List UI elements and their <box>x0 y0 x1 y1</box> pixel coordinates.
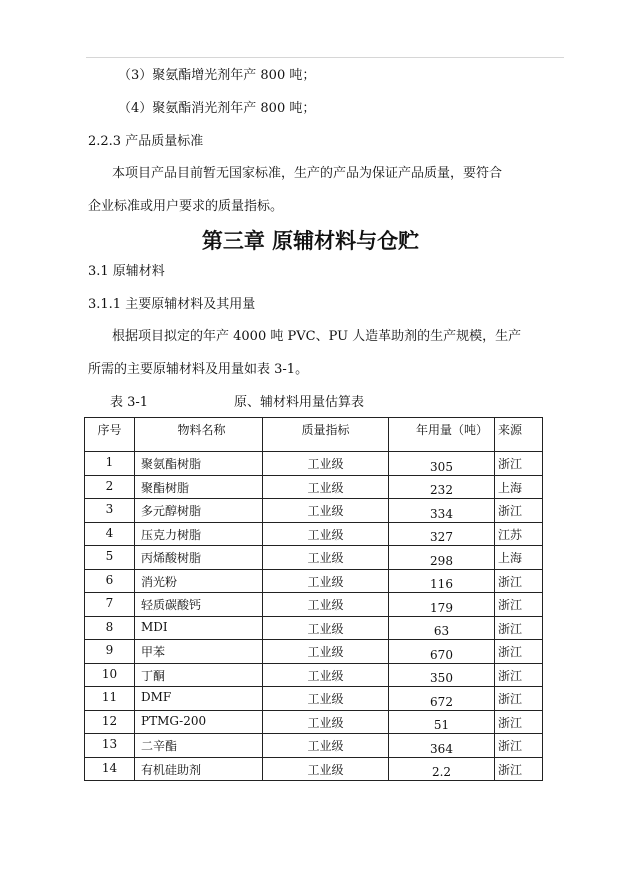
table-number: 表 3-1 <box>110 395 149 410</box>
table-row <box>85 640 543 664</box>
cell-quality: 工业级 <box>263 475 389 499</box>
cell-no: 11 <box>85 687 135 711</box>
cell-no: 1 <box>85 452 135 476</box>
cell-quality: 工业级 <box>263 499 389 523</box>
cell-no: 8 <box>85 616 135 640</box>
header-source: 来源 <box>495 418 543 452</box>
cell-amount: 51 <box>389 710 495 734</box>
cell-quality: 工业级 <box>263 616 389 640</box>
cell-no: 5 <box>85 546 135 570</box>
table-row <box>85 475 543 499</box>
table-row <box>85 710 543 734</box>
header-name: 物料名称 <box>135 418 263 452</box>
cell-source: 浙江 <box>495 452 543 476</box>
cell-no: 3 <box>85 499 135 523</box>
chapter-title: 第三章 原辅材料与仓贮 <box>201 228 420 253</box>
cell-quality: 工业级 <box>263 710 389 734</box>
paragraph-1-line-2: 企业标准或用户要求的质量指标。 <box>88 199 284 214</box>
cell-amount: 63 <box>389 616 495 640</box>
cell-quality: 工业级 <box>263 569 389 593</box>
cell-quality: 工业级 <box>263 522 389 546</box>
list-item-3: （3）聚氨酯增光剂年产 800 吨； <box>118 68 316 83</box>
cell-source: 浙江 <box>495 569 543 593</box>
cell-source: 浙江 <box>495 710 543 734</box>
cell-amount: 2.2 <box>389 757 495 781</box>
cell-name: 聚酯树脂 <box>135 475 263 499</box>
cell-name: MDI <box>135 616 263 640</box>
cell-amount: 305 <box>389 452 495 476</box>
cell-no: 12 <box>85 710 135 734</box>
cell-no: 2 <box>85 475 135 499</box>
cell-name: 丁酮 <box>135 663 263 687</box>
header-quality: 质量指标 <box>263 418 389 452</box>
cell-amount: 672 <box>389 687 495 711</box>
cell-amount: 116 <box>389 569 495 593</box>
cell-amount: 364 <box>389 734 495 758</box>
cell-source: 浙江 <box>495 663 543 687</box>
section-heading-3-1: 3.1 原辅材料 <box>88 264 165 279</box>
materials-table <box>84 417 543 781</box>
cell-source: 浙江 <box>495 499 543 523</box>
cell-name: 多元醇树脂 <box>135 499 263 523</box>
header-rule <box>86 57 564 58</box>
cell-no: 4 <box>85 522 135 546</box>
cell-amount: 327 <box>389 522 495 546</box>
table-row <box>85 499 543 523</box>
cell-name: 二辛酯 <box>135 734 263 758</box>
cell-source: 浙江 <box>495 687 543 711</box>
paragraph-1-line-1: 本项目产品目前暂无国家标准，生产的产品为保证产品质量，要符合 <box>112 166 503 181</box>
cell-amount: 232 <box>389 475 495 499</box>
cell-quality: 工业级 <box>263 593 389 617</box>
cell-source: 江苏 <box>495 522 543 546</box>
table-row <box>85 593 543 617</box>
table-row <box>85 569 543 593</box>
cell-amount: 334 <box>389 499 495 523</box>
cell-amount: 350 <box>389 663 495 687</box>
cell-source: 浙江 <box>495 734 543 758</box>
cell-amount: 298 <box>389 546 495 570</box>
cell-amount: 670 <box>389 640 495 664</box>
cell-name: DMF <box>135 687 263 711</box>
cell-source: 浙江 <box>495 757 543 781</box>
cell-quality: 工业级 <box>263 663 389 687</box>
cell-name: 消光粉 <box>135 569 263 593</box>
cell-no: 6 <box>85 569 135 593</box>
cell-source: 上海 <box>495 475 543 499</box>
cell-quality: 工业级 <box>263 757 389 781</box>
cell-name: 有机硅助剂 <box>135 757 263 781</box>
header-amount: 年用量（吨） <box>389 418 495 452</box>
cell-name: PTMG-200 <box>135 710 263 734</box>
cell-quality: 工业级 <box>263 546 389 570</box>
table-row <box>85 522 543 546</box>
list-item-4: （4）聚氨酯消光剂年产 800 吨； <box>118 101 316 116</box>
table-row <box>85 687 543 711</box>
table-row <box>85 452 543 476</box>
cell-quality: 工业级 <box>263 640 389 664</box>
cell-name: 甲苯 <box>135 640 263 664</box>
cell-no: 9 <box>85 640 135 664</box>
header-no: 序号 <box>85 418 135 452</box>
table-header-row <box>85 418 543 452</box>
section-heading-2-2-3: 2.2.3 产品质量标准 <box>88 134 204 149</box>
cell-source: 上海 <box>495 546 543 570</box>
table-row <box>85 663 543 687</box>
cell-name: 轻质碳酸钙 <box>135 593 263 617</box>
cell-name: 丙烯酸树脂 <box>135 546 263 570</box>
cell-name: 聚氨酯树脂 <box>135 452 263 476</box>
paragraph-2-line-1: 根据项目拟定的年产 4000 吨 PVC、PU 人造革助剂的生产规模，生产 <box>112 329 522 344</box>
table-caption: 原、辅材料用量估算表 <box>234 395 365 410</box>
cell-source: 浙江 <box>495 640 543 664</box>
cell-quality: 工业级 <box>263 687 389 711</box>
table-row <box>85 546 543 570</box>
cell-quality: 工业级 <box>263 452 389 476</box>
cell-quality: 工业级 <box>263 734 389 758</box>
cell-name: 压克力树脂 <box>135 522 263 546</box>
cell-no: 10 <box>85 663 135 687</box>
cell-no: 13 <box>85 734 135 758</box>
paragraph-2-line-2: 所需的主要原辅材料及用量如表 3-1。 <box>88 362 309 377</box>
cell-no: 7 <box>85 593 135 617</box>
section-heading-3-1-1: 3.1.1 主要原辅材料及其用量 <box>88 297 256 312</box>
table-row <box>85 734 543 758</box>
table-row <box>85 757 543 781</box>
cell-amount: 179 <box>389 593 495 617</box>
table-row <box>85 616 543 640</box>
cell-no: 14 <box>85 757 135 781</box>
cell-source: 浙江 <box>495 593 543 617</box>
cell-source: 浙江 <box>495 616 543 640</box>
